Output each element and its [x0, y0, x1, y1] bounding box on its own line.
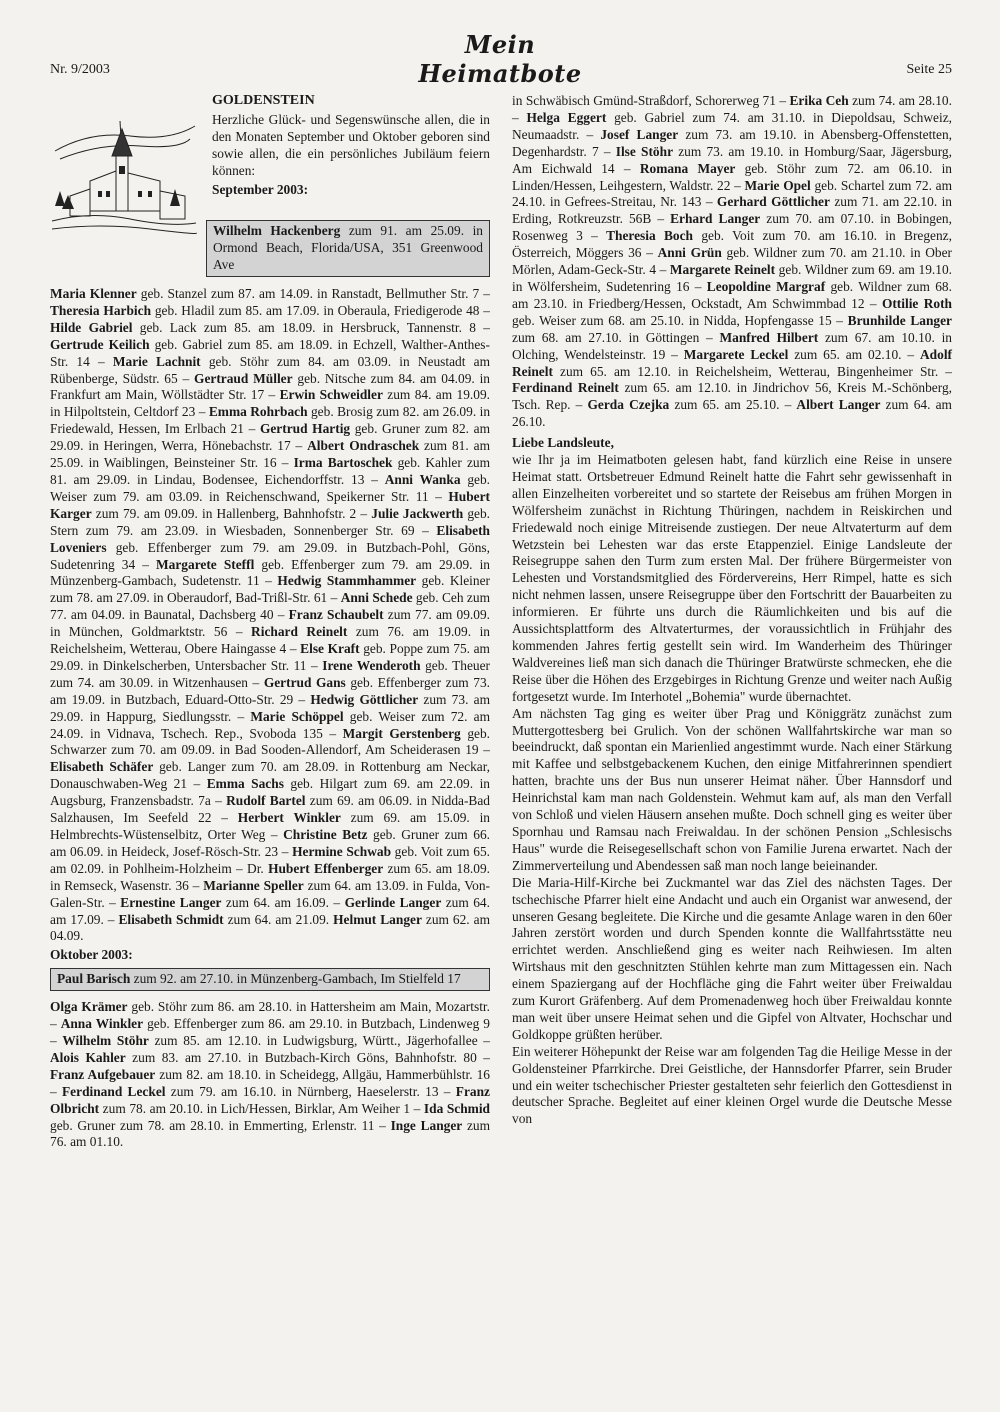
entry-details: geb. Stöhr zum 84. am 03.09. in Neustadt am Rübenberge, Südstr. 65 – [50, 353, 490, 386]
masthead-logo: Mein Heimatbote [418, 30, 582, 88]
entry-details: geb. Effenberger zum 73. am 19.09. in Butzbach, Eduard-Otto-Str. 29 – [50, 674, 490, 707]
person-name: Elisabeth Loveniers [50, 522, 490, 555]
left-column [50, 93, 490, 1151]
entry-details: zum 82. am 18.10. in Scheidegg, Allgäu, Hammerbühlstr. 16 – [50, 1066, 490, 1099]
entry-details: in Schwäbisch Gmünd-Straßdorf, Schorerweg 71 – [512, 93, 790, 108]
entry-details: geb. Theuer zum 74. am 30.09. in Witzenhausen – [50, 657, 490, 690]
right-column [512, 93, 952, 1128]
person-name: Erika Ceh [789, 93, 849, 108]
entry-details: zum 64. am 13.09. in Fulda, Von-Galen-Str. – [50, 877, 490, 910]
person-name: Gertrude Keilich [50, 336, 150, 352]
entry-details: zum 79. am 16.10. in Nürnberg, Haeselerstr. 13 – [165, 1083, 456, 1099]
person-name: Ferdinand Reinelt [512, 380, 619, 396]
person-name: Ottilie Roth [881, 295, 952, 311]
entry-details: geb. Stöhr zum 86. am 28.10. in Hattersheim am Main, Mozartstr. – [50, 999, 490, 1032]
entry-details: geb. Effenberger zum 79. am 29.09. in Butzbach-Pohl, Göns, Sudetenring 34 – [50, 539, 490, 572]
person-name: Theresia Harbich [50, 302, 152, 318]
entry-details: geb. Voit zum 70. am 16.10. in Bregenz, Österreich, Möggers 36 – [512, 228, 952, 261]
entry-details: geb. Stöhr zum 72. am 06.10. in Linden/Hessen, Leihgestern, Waldstr. 22 – [512, 160, 952, 193]
person-name: Helmut Langer [333, 911, 422, 927]
entry-details: geb. Gabriel zum 85. am 18.09. in Echzell, Walther-Anthes-Str. 14 – [50, 336, 490, 369]
person-name: Gerda Czejka [587, 397, 670, 413]
entry-details: geb. Nitsche zum 84. am 04.09. in Frankfurt am Main, Wöllstädter Str. 17 – [50, 370, 490, 403]
entry-details: geb. Hilgart zum 69. am 22.09. in Augsburg, Franzensbadstr. 7a – [50, 776, 490, 809]
person-name: Else Kraft [300, 641, 360, 657]
person-name: Anni Grün [657, 245, 722, 261]
september-heading: September 2003: [212, 181, 309, 197]
person-name: Emma Rohrbach [208, 404, 308, 420]
person-name: Erwin Schweidler [279, 387, 383, 403]
letter-paragraph-4: Ein weiterer Höhepunkt der Reise war am folgenden Tag die Heilige Messe in der Goldensteiner Pfarrkirche. Drei Geistliche, der Hannsdorfer Pfarrer, sein Bruder und ein weiter tschechischer Priester gestalteten sehr feierlich den Gottesdienst in deutscher Sprache. Begleitet auf einer kleinen Orgel wurde die Deutsche Messe von [512, 1043, 952, 1127]
entry-details: zum 83. am 27.10. in Butzbach-Kirch Göns, Bahnhofstr. 80 – [125, 1049, 491, 1065]
entry-details: zum 65. am 12.10. in Reichelsheim, Wetterau, Bingenheimer Str. – [552, 363, 952, 379]
october-list [50, 999, 490, 1151]
entry-details: geb. Effenberger zum 86. am 29.10. in Butzbach, Lindenweg 9 – [50, 1016, 490, 1048]
entry-details: geb. Schartel zum 72. am 24.10. in Gefrees-Streitau, Nr. 143 – [512, 177, 952, 210]
page-header [0, 0, 1000, 90]
person-name: Gertraud Müller [194, 370, 293, 386]
entry-details: zum 84. am 19.09. in Hilpoltstein, Celtdorf 23 – [50, 387, 490, 420]
person-name: Irma Bartoschek [293, 455, 393, 471]
entry-details: geb. Effenberger zum 79. am 29.09. in Münzenberg-Gambach, Sudetenstr. 11 – [50, 556, 491, 589]
entry-details: geb. Hladil zum 85. am 17.09. in Oberaula, Friedigerode 48 – [151, 302, 490, 318]
person-name: Christine Betz [283, 827, 368, 842]
person-name: Gertrud Gans [263, 674, 346, 690]
entry-details: zum 92. am 27.10. in Münzenberg-Gambach, Im Stielfeld 17 [130, 971, 461, 987]
section-title: GOLDENSTEIN [212, 93, 315, 108]
entry-details: geb. Voit zum 65. am 02.09. in Pohlheim-Holzheim – Dr. [50, 843, 490, 876]
person-name: Julie Jackwerth [371, 505, 464, 521]
person-name: Hedwig Stammhammer [277, 573, 417, 589]
entry-details: zum 69. am 06.09. in Nidda-Bad Salzhausen, Im Seefeld 22 – [50, 793, 491, 826]
person-name: Hermine Schwab [292, 843, 392, 859]
person-name: Olga Krämer [50, 999, 128, 1015]
entry-details: zum 71. am 22.10. in Erding, Rotkreuzstr. 56B – [512, 194, 952, 227]
person-name: Margit Gerstenberg [342, 725, 461, 741]
entry-details: zum 73. am 19.10. in Abensberg-Offenstetten, Degenhardstr. 7 – [512, 126, 952, 159]
entry-details: geb. Stern zum 79. am 23.09. in Wiesbaden, Sonnenberger Str. 69 – [50, 505, 490, 538]
person-name: Ernestine Langer [120, 894, 222, 910]
person-name: Marie Schöppel [250, 708, 344, 724]
church-illustration-icon [50, 111, 198, 239]
person-name: Brunhilde Langer [847, 312, 952, 328]
entry-details: geb. Gruner zum 78. am 28.10. in Emmerting, Erlenstr. 11 – [50, 1117, 391, 1133]
entry-details: zum 73. am 19.10. in Homburg/Saar, Jägersburg, Am Eichwald 14 – [512, 143, 952, 176]
person-name: Hedwig Göttlicher [310, 691, 419, 707]
person-name: Theresia Boch [606, 228, 694, 244]
letter-paragraph-2: Am nächsten Tag ging es weiter über Prag und Königgrätz zunächst zum Muttergottesberg bei Grulich. Von der schönen Wallfahrtskirche war man so beeindruckt, daß spontan ein Marienlied angestimmt wurde. Nach einer Stärkung mit Kaffee und selbstgebackenem Kuchen, den einige Mitfahrerinnen spendiert hatten, brachte uns der Bus nun unserer Heimat näher. Über Hannsdorf und Heinrichstal kam man nach Goldenstein. Wehmut kam auf, als man den Verfall von Schloß und vielen Häusern ansehen mußte. Doch schnell ging es weiter über Spornhau und Ramsau nach Freiwaldau. In der schönen Pension „Schlesischs Haus" wurde die Reisegesellschaft schon von Familie Jurena erwartet. Nach der Zimmerverteilung und Abendessen saß man noch lange beieinander. [512, 705, 952, 873]
person-name: Franz Aufgebauer [50, 1066, 156, 1082]
person-name: Anni Wanka [384, 471, 461, 487]
person-name: Irene Wenderoth [322, 657, 421, 673]
entry-details: geb. Brosig zum 82. am 26.09. in Friedewald, Hessen, Im Erlbach 21 – [50, 404, 491, 437]
person-name: Margarete Reinelt [669, 262, 776, 278]
entry-details: zum 64. am 26.10. [512, 397, 952, 430]
entry-details: zum 81. am 25.09. in Waiblingen, Beinsteiner Str. 16 – [50, 438, 490, 471]
person-name: Wilhelm Stöhr [62, 1032, 149, 1048]
entry-details: geb. Schwarzer zum 70. am 09.09. in Bad Sooden-Allendorf, Am Scheiderasen 19 – [50, 725, 490, 758]
person-name: Anni Schede [340, 590, 413, 606]
intro-block [50, 93, 490, 286]
entry-details: zum 79. am 09.09. in Hallenberg, Bahnhofstr. 2 – [91, 505, 372, 521]
person-name: Marie Opel [744, 177, 811, 193]
october-list-continued [512, 93, 952, 431]
letter-paragraph-3: Die Maria-Hilf-Kirche bei Zuckmantel war das Ziel des nächsten Tages. Der tschechische Pfarrer hielt eine Andacht und auch ein Organist war anwesend, der unseren Gesang begleitete. Die Kirche und die gesamte Anlage waren in den 60er Jahren zerstört worden und durch Spenden konnte die Wallfahrtsstätte neu errichtet werden. Anschließend ging es weiter nach Reihwiesen. Im alten Wirtshaus mit den geschnitzten Stühlen kehrte man zum Mittagessen ein. Nach einem Spaziergang auf der Hochfläche ging die Fahrt weiter über Freiwaldau zum Kurort Gräfenberg. Auf dem Promenadenweg hoch über Freiwaldau konnte man weit über unsere Heimat sehen und die Gipfel von Altvater, Hochschar und Goldkoppe grüßten herüber. [512, 874, 952, 1042]
person-name: Gerlinde Langer [344, 894, 442, 910]
person-name: Manfred Hilbert [719, 329, 819, 345]
entry-details: geb. Wildner zum 69. am 19.10. in Wölfersheim, Sudetenring 16 – [512, 262, 952, 294]
person-name: Erhard Langer [670, 211, 761, 227]
person-name: Helga Eggert [526, 109, 607, 125]
entry-details: geb. Kahler zum 81. am 29.09. in Lindau, Bodensee, Eichendorffstr. 13 – [50, 455, 490, 487]
entry-details: zum 65. am 02.10. – [788, 346, 920, 362]
entry-details: geb. Gabriel zum 74. am 31.10. in Diepoldsau, Schweiz, Neumaadstr. – [512, 109, 952, 142]
person-name: Ida Schmid [423, 1100, 490, 1116]
person-name: Maria Klenner [50, 286, 137, 301]
entry-details: zum 69. am 15.09. in Helmbrechts-Wüstenselbitz, Orter Weg – [50, 810, 490, 842]
entry-details: zum 76. am 19.09. in Reichelsheim, Wetterau, Obere Haingasse 4 – [50, 624, 490, 657]
entry-details: zum 91. am 25.09. in Ormond Beach, Florida/USA, 351 Greenwood Ave [213, 223, 483, 272]
entry-details: zum 76. am 01.10. [50, 1117, 491, 1150]
letter-paragraph-1: wie Ihr ja im Heimatboten gelesen habt, fand kürzlich eine Reise in unsere Heimat statt. Ortsbetreuer Edmund Reinelt hatte die Fahrt sehr gewissenhaft in allen Einzelheiten vorbereitet und so startete der Reisebus am frühen Morgen in Wölfersheim zunächst in Richtung Thüringen, nachdem in Reiskirchen und Friedewald noch einige Mitreisende zustiegen. Der neue Altvaterturm auf dem Wetzstein bei Lehesten war das erste Etappenziel. Einige Landsleute der Reisegruppe sahen den Turm zum ersten Mal. Der frühere Bürgermeister von Lehesten und Vorstandsmitglied des Fördervereins, Herr Rimpel, hatte es sich nicht nehmen lassen, unsere Reisegruppe über den Fortschritt der Bauarbeiten zu informieren. Er führte uns durch die Räumlichkeiten und bis auf die Aussichtsplattform des Altvaterturmes, der voraussichtlich in Frühjahr des kommenden Jahres fertig gestellt sein wird. Im Wanderheim des Thüringer Waldvereines ließ man sich danach die Thüringer Bratwürste schmecken, ehe die Reise über die Höhen des Erzgebirges in Richtung Grenze und weiter nach Außig fortgesetzt wurde. Im Interhotel „Bohemia" wurde übernachtet. [512, 452, 952, 704]
september-list [50, 286, 490, 945]
entry-details: zum 64. am 17.09. – [50, 894, 490, 927]
entry-details: geb. Poppe zum 75. am 29.09. in Dinkelscherben, Untersbacher Str. 11 – [50, 641, 490, 673]
person-name: Hilde Gabriel [50, 319, 133, 335]
entry-details: geb. Weiser zum 79. am 03.09. in Reichenschwand, Speikerner Str. 11 – [50, 471, 491, 504]
entry-details: zum 62. am 04.09. [50, 911, 490, 944]
intro-paragraph: Herzliche Glück- und Segenswünsche allen, die in den Monaten September und Oktober geboren sind sowie allen, die ein persönliches Jubiläum feiern können: [212, 111, 490, 178]
person-name: Gerhard Göttlicher [716, 194, 830, 210]
person-name: Albert Langer [796, 397, 881, 413]
person-name: Wilhelm Hackenberg [213, 223, 341, 238]
person-name: Hubert Karger [50, 488, 490, 521]
person-name: Leopoldine Margraf [706, 278, 826, 294]
entry-details: geb. Wildner zum 68. am 23.10. in Friedberg/Hessen, Ockstadt, Am Schwimmbad 12 – [512, 278, 952, 311]
entry-details: zum 78. am 20.10. in Lich/Hessen, Birklar, Am Weiher 1 – [99, 1100, 424, 1116]
person-name: Franz Olbricht [50, 1083, 491, 1116]
person-name: Gertrud Hartig [259, 421, 351, 437]
september-highlight-box [206, 220, 490, 277]
entry-details: zum 64. am 21.09. [223, 911, 334, 927]
page-number: Seite 25 [906, 62, 952, 77]
entry-details: geb. Kleiner zum 78. am 27.09. in Oberaudorf, Bad-Trißl-Str. 61 – [50, 573, 490, 606]
person-name: Josef Langer [600, 126, 679, 142]
person-name: Marie Lachnit [112, 353, 201, 369]
entry-details: zum 85. am 12.10. in Ludwigsburg, Württ., Jägerhofallee – [148, 1032, 490, 1048]
person-name: Elisabeth Schmidt [118, 911, 224, 927]
entry-details: zum 70. am 07.10. in Bobingen, Rosenweg 3 – [512, 211, 952, 244]
entry-details: zum 68. am 27.10. in Göttingen – [512, 329, 720, 345]
person-name: Inge Langer [390, 1117, 463, 1133]
entry-details: geb. Lack zum 85. am 18.09. in Hersbruck, Tannenstr. 8 – [132, 319, 491, 335]
person-name: Albert Ondraschek [307, 438, 420, 454]
person-name: Adolf Reinelt [512, 346, 952, 379]
person-name: Rudolf Bartel [226, 793, 306, 809]
person-name: Alois Kahler [50, 1049, 126, 1065]
person-name: Margarete Leckel [683, 346, 789, 362]
entry-details: zum 74. am 28.10. – [512, 93, 952, 125]
person-name: Ilse Stöhr [615, 143, 674, 159]
person-name: Richard Reinelt [251, 624, 348, 640]
person-name: Elisabeth Schäfer [50, 759, 154, 775]
issue-number: Nr. 9/2003 [50, 62, 110, 77]
entry-details: zum 65. am 12.10. in Jindrichov 56, Kreis M.-Schönberg, Tsch. Rep. – [512, 380, 952, 413]
person-name: Paul Barisch [57, 971, 131, 987]
person-name: Franz Schaubelt [288, 607, 384, 623]
entry-details: zum 64. am 16.09. – [221, 894, 345, 910]
entry-details: geb. Gruner zum 82. am 29.09. in Heringen, Werra, Hönebachstr. 17 – [50, 421, 490, 454]
intro-text-block [212, 93, 490, 202]
person-name: Herbert Winkler [237, 810, 341, 826]
travel-letter [512, 435, 952, 1128]
entry-details: geb. Langer zum 70. am 28.09. in Rottenburg am Neckar, Donauschwaben-Weg 21 – [50, 759, 490, 792]
person-name: Hubert Effenberger [268, 860, 384, 876]
october-highlight-box [50, 968, 490, 991]
person-name: Emma Sachs [206, 776, 284, 792]
entry-details: geb. Wildner zum 70. am 21.10. in Ober Mörlen, Adam-Geck-Str. 4 – [512, 245, 953, 278]
entry-details: geb. Ceh zum 77. am 04.09. in Baunatal, Dachsberg 40 – [50, 590, 490, 623]
person-name: Anna Winkler [60, 1016, 144, 1032]
entry-details: zum 77. am 09.09. in München, Goldmarktstr. 56 – [50, 607, 491, 640]
october-heading: Oktober 2003: [50, 947, 133, 963]
entry-details: zum 65. am 18.09. in Remseck, Wasenstr. 36 – [50, 860, 490, 893]
person-name: Margarete Steffl [156, 556, 255, 572]
entry-details: geb. Weiser zum 72. am 24.09. in Vidnava, Tschech. Rep., Svoboda 135 – [50, 708, 490, 741]
entry-details: zum 67. am 10.10. in Olching, Wendelsteinstr. 19 – [512, 329, 952, 362]
entry-details: zum 65. am 25.10. – [669, 397, 797, 413]
person-name: Romana Mayer [639, 160, 736, 176]
person-name: Ferdinand Leckel [62, 1083, 166, 1099]
entry-details: zum 73. am 29.09. in Happurg, Siedlungsstr. – [50, 691, 490, 724]
person-name: Marianne Speller [203, 877, 304, 893]
entry-details: geb. Weiser zum 68. am 25.10. in Nidda, Hopfengasse 15 – [512, 312, 848, 328]
entry-details: geb. Stanzel zum 87. am 14.09. in Ranstadt, Bellmuther Str. 7 – [136, 286, 491, 301]
entry-details: geb. Gruner zum 66. am 06.09. in Heideck, Josef-Rösch-Str. 23 – [50, 827, 490, 859]
letter-greeting: Liebe Landsleute, [512, 435, 614, 451]
